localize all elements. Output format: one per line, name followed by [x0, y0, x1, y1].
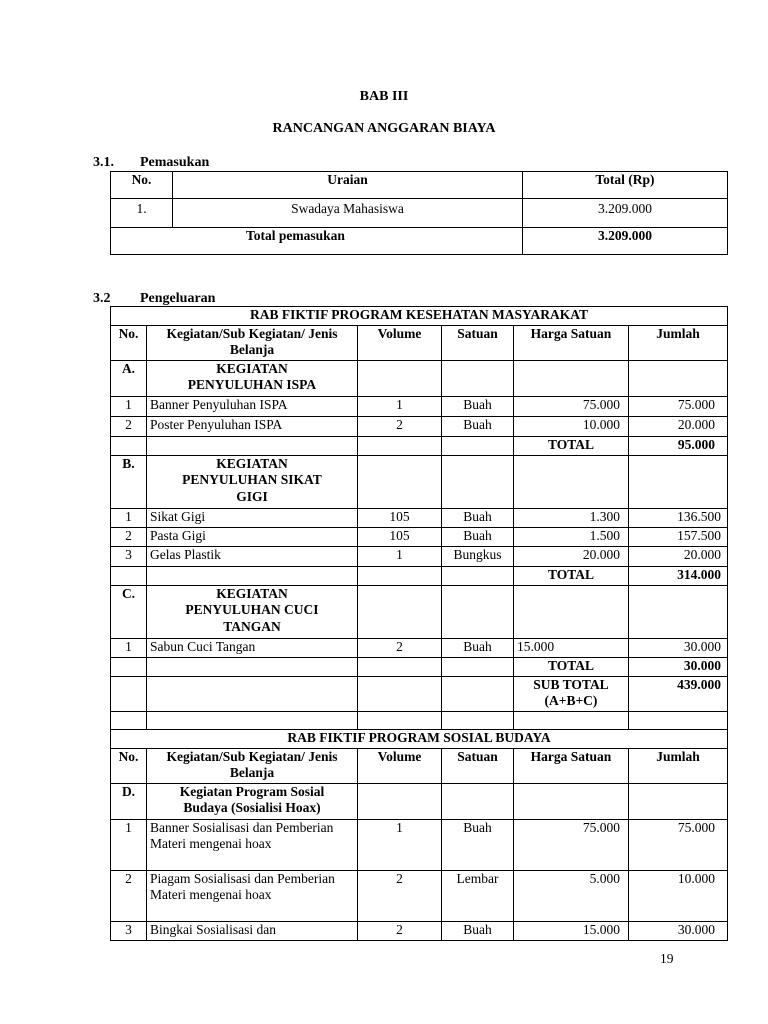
table-row: [111, 922, 728, 941]
item-no: 2: [111, 417, 147, 437]
income-total-label: Total pemasukan: [111, 228, 523, 255]
item-no: 1: [111, 509, 147, 528]
item-volume: 1: [358, 547, 442, 567]
chapter-heading: BAB III: [359, 89, 409, 104]
col-satuan: Satuan: [442, 326, 514, 361]
item-harga: 1.500: [514, 528, 629, 547]
item-volume: 105: [358, 509, 442, 528]
group-total-row: [111, 437, 728, 456]
expense-section-title: Pengeluaran: [140, 291, 216, 306]
income-section-heading: [93, 154, 209, 171]
item-satuan: Buah: [442, 820, 514, 871]
income-header-row: [111, 172, 728, 199]
item-volume: 1: [358, 397, 442, 417]
income-total-value: 3.209.000: [523, 228, 728, 255]
income-section-title: Pemasukan: [140, 155, 210, 170]
table-row: [111, 871, 728, 922]
income-row-uraian: Swadaya Mahasiswa: [173, 199, 523, 228]
table1-title: RAB FIKTIF PROGRAM KESEHATAN MASYARAKAT: [111, 307, 728, 326]
item-jumlah: 136.500: [629, 509, 728, 528]
group-title: KEGIATAN PENYULUHAN SIKAT GIGI: [147, 456, 358, 509]
item-harga: 15.000: [514, 922, 629, 941]
item-jumlah: 157.500: [629, 528, 728, 547]
item-no: 1: [111, 397, 147, 417]
item-harga: 10.000: [514, 417, 629, 437]
total-label: TOTAL: [514, 567, 629, 586]
group-code: A.: [111, 361, 147, 397]
income-table: [110, 171, 728, 255]
expense-header-row: [111, 326, 728, 361]
item-no: 3: [111, 547, 147, 567]
col-jumlah: Jumlah: [629, 749, 728, 784]
item-satuan: Buah: [442, 509, 514, 528]
subtotal-label: SUB TOTAL (A+B+C): [514, 677, 629, 712]
table-row: [111, 547, 728, 567]
group-title: KEGIATAN PENYULUHAN CUCI TANGAN: [147, 586, 358, 639]
group-header-row: [111, 361, 728, 397]
total-value: 314.000: [629, 567, 728, 586]
income-section-number: 3.1.: [93, 155, 114, 170]
col-no: No.: [111, 326, 147, 361]
group-code: C.: [111, 586, 147, 639]
item-volume: 2: [358, 639, 442, 658]
table-row: [111, 509, 728, 528]
item-satuan: Buah: [442, 639, 514, 658]
col-harga: Harga Satuan: [514, 749, 629, 784]
item-harga: 75.000: [514, 820, 629, 871]
spacer-row: [111, 712, 728, 730]
item-harga: 5.000: [514, 871, 629, 922]
item-harga: 20.000: [514, 547, 629, 567]
col-kegiatan: Kegiatan/Sub Kegiatan/ Jenis Belanja: [147, 326, 358, 361]
group-title: Kegiatan Program Sosial Budaya (Sosialisi Hoax): [147, 784, 358, 820]
group-total-row: [111, 567, 728, 586]
item-satuan: Buah: [442, 922, 514, 941]
item-satuan: Buah: [442, 417, 514, 437]
item-satuan: Buah: [442, 397, 514, 417]
col-harga: Harga Satuan: [514, 326, 629, 361]
item-name: Gelas Plastik: [147, 547, 358, 567]
income-col-no: No.: [111, 172, 173, 199]
item-harga: 15.000: [514, 639, 629, 658]
item-jumlah: 30.000: [629, 639, 728, 658]
expense-table: [110, 306, 728, 941]
item-name: Sabun Cuci Tangan: [147, 639, 358, 658]
item-no: 2: [111, 871, 147, 922]
item-volume: 105: [358, 528, 442, 547]
item-name: Banner Sosialisasi dan Pemberian Materi mengenai hoax: [147, 820, 358, 871]
col-jumlah: Jumlah: [629, 326, 728, 361]
table-row: [111, 199, 728, 228]
expense-header-row: [111, 749, 728, 784]
item-no: 3: [111, 922, 147, 941]
item-volume: 2: [358, 922, 442, 941]
item-name: Banner Penyuluhan ISPA: [147, 397, 358, 417]
income-total-row: [111, 228, 728, 255]
expense-section-heading: [93, 290, 215, 307]
table-row: [111, 417, 728, 437]
subtotal-row: [111, 677, 728, 712]
item-volume: 2: [358, 871, 442, 922]
income-row-no: 1.: [111, 199, 173, 228]
table-row: [111, 528, 728, 547]
total-label: TOTAL: [514, 437, 629, 456]
item-satuan: Lembar: [442, 871, 514, 922]
item-jumlah: 10.000: [629, 871, 728, 922]
item-no: 2: [111, 528, 147, 547]
col-kegiatan: Kegiatan/Sub Kegiatan/ Jenis Belanja: [147, 749, 358, 784]
col-satuan: Satuan: [442, 749, 514, 784]
group-title: KEGIATAN PENYULUHAN ISPA: [147, 361, 358, 397]
group-header-row: [111, 784, 728, 820]
income-row-total: 3.209.000: [523, 199, 728, 228]
item-jumlah: 20.000: [629, 417, 728, 437]
item-volume: 2: [358, 417, 442, 437]
total-value: 95.000: [629, 437, 728, 456]
col-no: No.: [111, 749, 147, 784]
income-col-total: Total (Rp): [523, 172, 728, 199]
income-col-uraian: Uraian: [173, 172, 523, 199]
group-code: D.: [111, 784, 147, 820]
table-row: [111, 820, 728, 871]
item-name: Sikat Gigi: [147, 509, 358, 528]
item-harga: 75.000: [514, 397, 629, 417]
group-header-row: [111, 456, 728, 509]
item-name: Bingkai Sosialisasi dan: [147, 922, 358, 941]
item-jumlah: 75.000: [629, 820, 728, 871]
program-title-row: [111, 730, 728, 749]
item-no: 1: [111, 639, 147, 658]
group-total-row: [111, 658, 728, 677]
item-volume: 1: [358, 820, 442, 871]
item-jumlah: 20.000: [629, 547, 728, 567]
item-jumlah: 75.000: [629, 397, 728, 417]
item-satuan: Bungkus: [442, 547, 514, 567]
program-title-row: [111, 307, 728, 326]
item-name: Poster Penyuluhan ISPA: [147, 417, 358, 437]
group-header-row: [111, 586, 728, 639]
total-label: TOTAL: [514, 658, 629, 677]
group-code: B.: [111, 456, 147, 509]
item-no: 1: [111, 820, 147, 871]
table2-title: RAB FIKTIF PROGRAM SOSIAL BUDAYA: [111, 730, 728, 749]
table-row: [111, 639, 728, 658]
item-harga: 1.300: [514, 509, 629, 528]
document-title: RANCANGAN ANGGARAN BIAYA: [272, 121, 496, 136]
item-jumlah: 30.000: [629, 922, 728, 941]
item-satuan: Buah: [442, 528, 514, 547]
col-volume: Volume: [358, 749, 442, 784]
subtotal-value: 439.000: [629, 677, 728, 712]
expense-section-number: 3.2: [93, 291, 111, 306]
total-value: 30.000: [629, 658, 728, 677]
col-volume: Volume: [358, 326, 442, 361]
table-row: [111, 397, 728, 417]
page-number: 19: [660, 951, 674, 966]
item-name: Pasta Gigi: [147, 528, 358, 547]
item-name: Piagam Sosialisasi dan Pemberian Materi mengenai hoax: [147, 871, 358, 922]
